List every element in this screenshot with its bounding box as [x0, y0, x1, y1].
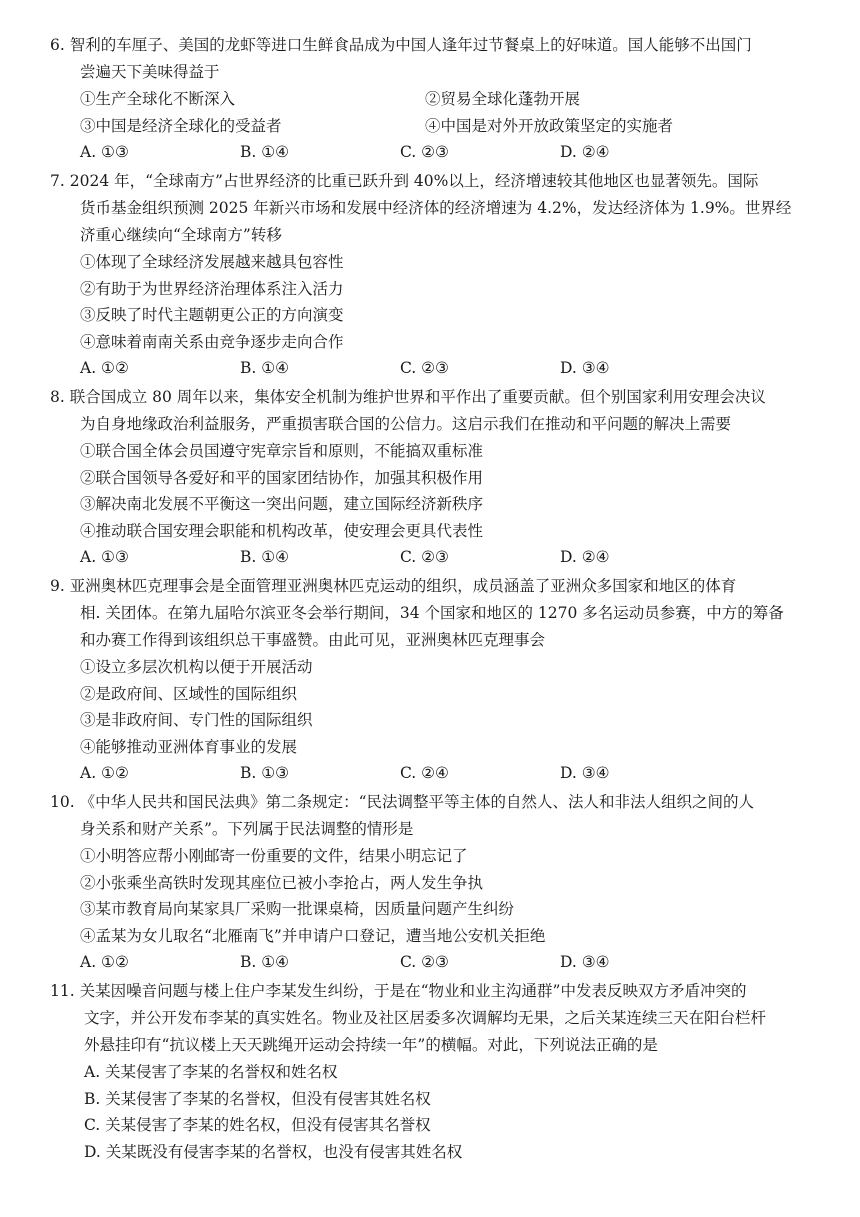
stem-text: 身关系和财产关系”。下列属于民法调整的情形是 — [80, 820, 414, 838]
option-d: D. 关某既没有侵害李某的名誉权，也没有侵害其姓名权 — [84, 1142, 463, 1161]
statement-item: ①设立多层次机构以便于开展活动 — [80, 658, 313, 676]
choice-d: D. ③④ — [560, 359, 610, 377]
statement-item: ④能够推动亚洲体育事业的发展 — [80, 737, 298, 756]
stem-text: 文字，并公开发布李某的真实姓名。物业及社区居委多次调解均无果，之后关某连续三天在阳台栏杆 — [84, 1009, 767, 1027]
choice-d: D. ②④ — [560, 548, 610, 566]
question-number: 10. — [50, 793, 75, 811]
stem-text: 货币基金组织预测 2025 年新兴市场和发展中经济体的经济增速为 4.2%，发达经济体为 1.9%。世界经 — [80, 199, 792, 217]
choice-c: C. ②③ — [400, 953, 449, 971]
question-7-stem — [50, 168, 800, 249]
option-c: C. 关某侵害了李某的姓名权，但没有侵害其名誉权 — [84, 1116, 431, 1134]
choice-c: C. ②④ — [400, 764, 449, 782]
statement-item: ③是非政府间、专门性的国际组织 — [80, 711, 313, 729]
question-7 — [50, 168, 800, 382]
answer-choices — [50, 544, 800, 571]
stem-text: 济重心继续向“全球南方”转移 — [80, 226, 282, 244]
choice-a: A. ①③ — [80, 548, 129, 566]
stem-text: 亚洲奥林匹克理事会是全面管理亚洲奥林匹克运动的组织，成员涵盖了亚洲众多国家和地区的体育 — [69, 577, 737, 595]
stem-text: 相. 关团体。在第九届哈尔滨亚冬会举行期间，34 个国家和地区的 1270 多名运动员参赛，中方的筹备 — [80, 604, 784, 622]
question-6 — [50, 32, 800, 166]
statement-row — [50, 113, 800, 140]
choice-c: C. ②③ — [400, 359, 449, 377]
statement-row — [50, 86, 800, 113]
statement-item: ③解决南北发展不平衡这一突出问题，建立国际经济新秩序 — [80, 495, 484, 513]
question-11 — [50, 978, 800, 1165]
choice-a: A. ①② — [80, 953, 129, 971]
choice-b: B. ①④ — [240, 953, 290, 971]
statement-item: ④中国是对外开放政策坚定的实施者 — [425, 116, 674, 135]
statement-item: ③中国是经济全球化的受益者 — [80, 116, 282, 135]
stem-text: 2024 年，“全球南方”占世界经济的比重已跃升到 40%以上，经济增速较其他地区也显著领先。国际 — [69, 172, 759, 190]
stem-text: 尝遍天下美味得益于 — [80, 63, 220, 81]
choice-c: C. ②③ — [400, 143, 449, 161]
statement-item: ②贸易全球化蓬勃开展 — [425, 90, 581, 108]
option-b: B. 关某侵害了李某的名誉权，但没有侵害其姓名权 — [84, 1089, 431, 1108]
question-8 — [50, 384, 800, 571]
statement-item: ②联合国领导各爱好和平的国家团结协作，加强其积极作用 — [80, 468, 484, 487]
stem-text: 和办赛工作得到该组织总干事盛赞。由此可见，亚洲奥林匹克理事会 — [80, 631, 546, 649]
question-number: 6. — [50, 36, 65, 54]
stem-text: 外悬挂印有“抗议楼上天天跳绳开运动会持续一年”的横幅。对此，下列说法正确的是 — [84, 1036, 658, 1054]
answer-choices — [50, 949, 800, 976]
stem-text: 智利的车厘子、美国的龙虾等进口生鲜食品成为中国人逢年过节餐桌上的好味道。国人能够不出国门 — [69, 36, 752, 54]
answer-choices — [50, 760, 800, 787]
question-9 — [50, 573, 800, 787]
choice-c: C. ②③ — [400, 548, 449, 566]
choice-a: A. ①③ — [80, 143, 129, 161]
stem-text: 《中华人民共和国民法典》第二条规定：“民法调整平等主体的自然人、法人和非法人组织之间的人 — [79, 793, 755, 811]
choice-b: B. ①④ — [240, 548, 290, 566]
statement-item: ②有助于为世界经济治理体系注入活力 — [80, 279, 344, 298]
statement-item: ③反映了时代主题朝更公正的方向演变 — [80, 306, 344, 324]
choice-d: D. ③④ — [560, 953, 610, 971]
choice-a: A. ①② — [80, 764, 129, 782]
option-a: A. 关某侵害了李某的名誉权和姓名权 — [84, 1063, 338, 1081]
answer-choices — [50, 355, 800, 382]
statement-item: ④意味着南南关系由竞争逐步走向合作 — [80, 332, 344, 351]
statement-item: ②是政府间、区域性的国际组织 — [80, 684, 298, 703]
statement-item: ①生产全球化不断深入 — [80, 90, 236, 108]
question-8-stem — [50, 384, 800, 438]
question-number: 11. — [50, 982, 75, 1000]
question-10-stem — [50, 789, 800, 843]
statement-item: ④推动联合国安理会职能和机构改革，使安理会更具代表性 — [80, 521, 484, 540]
stem-text: 为自身地缘政治利益服务，严重损害联合国的公信力。这启示我们在推动和平问题的解决上需要 — [80, 415, 732, 433]
answer-choices — [50, 139, 800, 166]
statement-item: ①小明答应帮小刚邮寄一份重要的文件，结果小明忘记了 — [80, 847, 468, 865]
question-number: 9. — [50, 577, 65, 595]
question-number: 8. — [50, 388, 65, 406]
statement-item: ②小张乘坐高铁时发现其座位已被小李抢占，两人发生争执 — [80, 873, 484, 892]
question-9-stem — [50, 573, 800, 654]
question-11-stem — [50, 978, 800, 1059]
question-number: 7. — [50, 172, 65, 190]
statement-item: ①体现了全球经济发展越来越具包容性 — [80, 253, 344, 271]
statement-item: ①联合国全体会员国遵守宪章宗旨和原则，不能搞双重标准 — [80, 442, 484, 460]
statement-item: ③某市教育局向某家具厂采购一批课桌椅，因质量问题产生纠纷 — [80, 900, 515, 918]
choice-b: B. ①③ — [240, 764, 290, 782]
question-10 — [50, 789, 800, 976]
stem-text: 关某因噪音问题与楼上住户李某发生纠纷，于是在“物业和业主沟通群”中发表反映双方矛盾冲突的 — [79, 982, 747, 1000]
stem-text: 联合国成立 80 周年以来，集体安全机制为维护世界和平作出了重要贡献。但个别国家利用安理会决议 — [69, 388, 766, 406]
choice-d: D. ③④ — [560, 764, 610, 782]
choice-b: B. ①④ — [240, 359, 290, 377]
choice-a: A. ①② — [80, 359, 129, 377]
statement-item: ④孟某为女儿取名“北雁南飞”并申请户口登记，遭当地公安机关拒绝 — [80, 926, 546, 945]
choice-d: D. ②④ — [560, 143, 610, 161]
question-6-stem — [50, 32, 800, 86]
choice-b: B. ①④ — [240, 143, 290, 161]
